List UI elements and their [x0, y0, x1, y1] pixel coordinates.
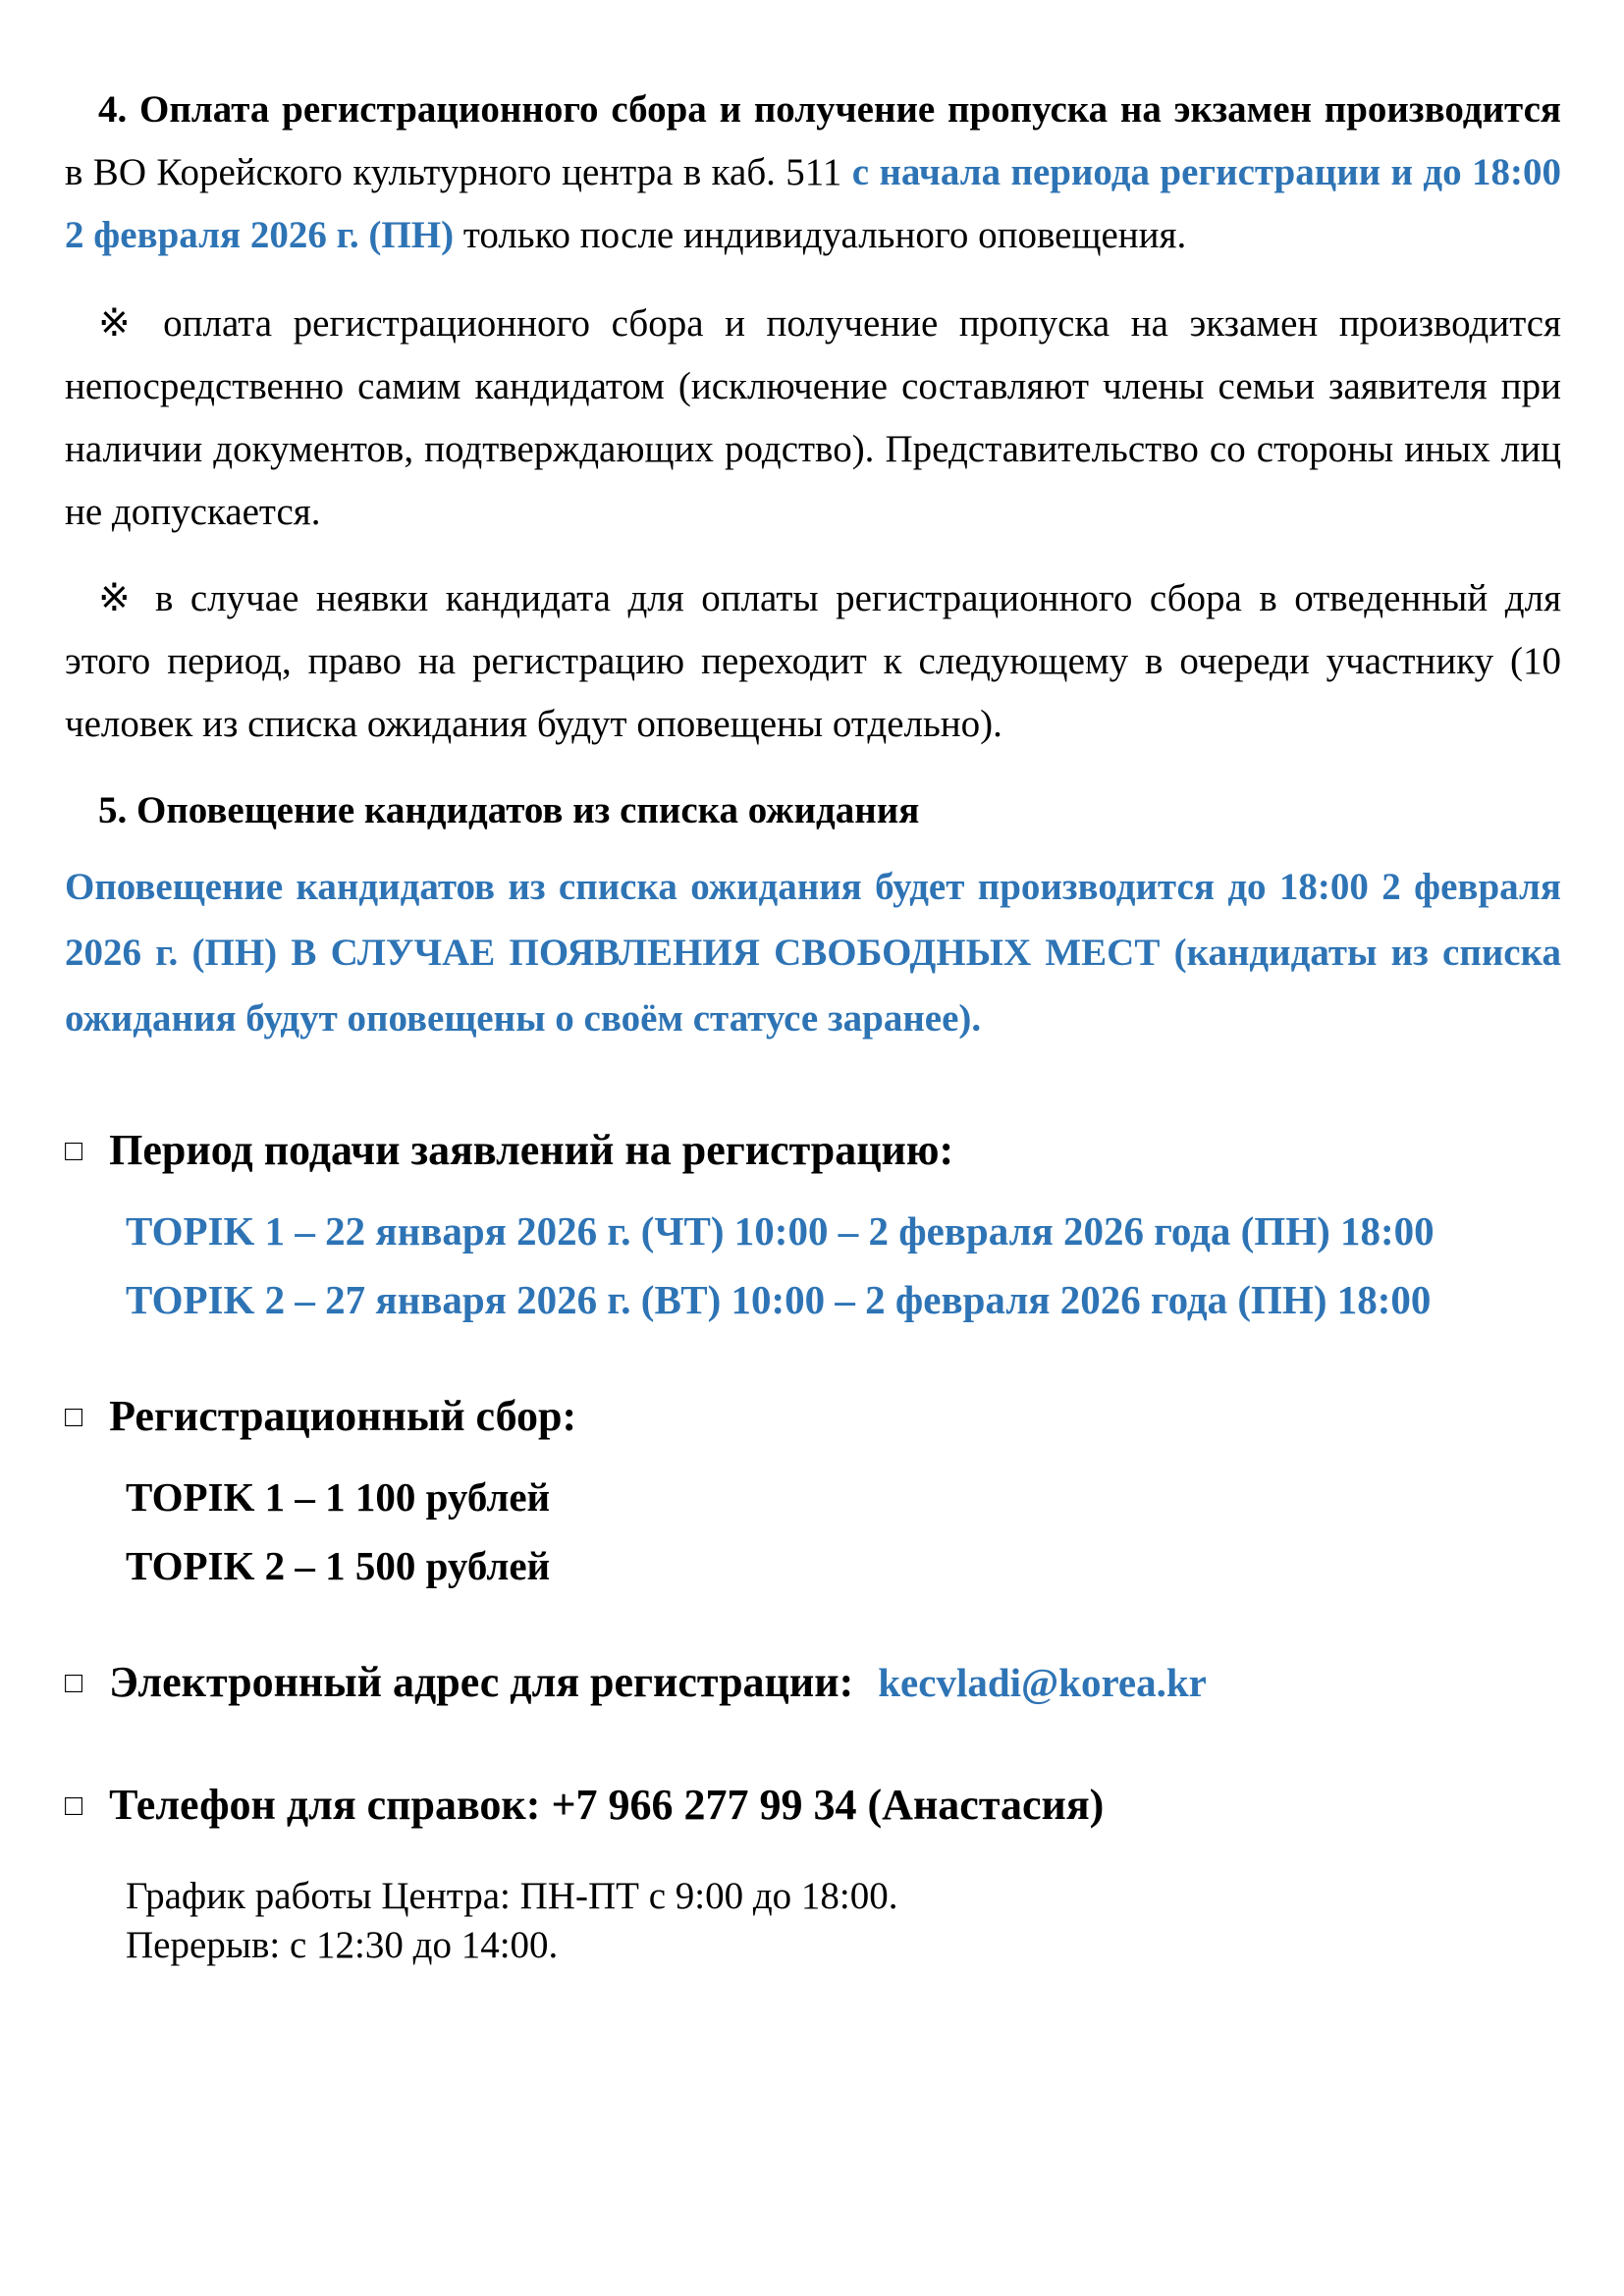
registration-period-title: Период подачи заявлений на регистрацию: — [109, 1126, 954, 1174]
email-title: Электронный адрес для регистрации: — [109, 1658, 854, 1706]
payment-paragraph-normal-1: в ВО Корейского культурного центра в каб. 511 — [65, 151, 842, 193]
topik1-period-line: TOPIK 1 – 22 января 2026 г. (ЧТ) 10:00 – 2 февраля 2026 года (ПН) 18:00 — [126, 1208, 1435, 1254]
break-schedule-line: Перерыв: с 12:30 до 14:00. — [126, 1924, 559, 1966]
square-bullet-icon: □ — [65, 1135, 83, 1167]
registration-email-link[interactable]: kecvladi@korea.kr — [878, 1660, 1207, 1705]
note-self-payment-text: оплата регистрационного сбора и получение пропуска на экзамен производится непосредственно самим кандидатом (исключение составляют члены семьи заявителя при наличии документов, подтверждающих родство). Представительство со стороны иных лиц не допускается. — [65, 302, 1561, 533]
payment-paragraph-normal-2: только после индивидуального оповещения. — [462, 214, 1187, 256]
registration-fee-title: Регистрационный сбор: — [109, 1392, 577, 1440]
phone-title: Телефон для справок: +7 966 277 99 34 (Анастасия) — [109, 1781, 1105, 1829]
note-no-show-text: в случае неявки кандидата для оплаты регистрационного сбора в отведенный для этого период, право на регистрацию переходит к следующему в очереди участнику (10 человек из списка ожидания будут оповещены отдельно). — [65, 577, 1562, 745]
square-bullet-icon: □ — [65, 1667, 83, 1699]
payment-deadline-highlight: с начала периода регистрации и до 18:00 2 февраля 2026 г. (ПН) — [65, 151, 1561, 256]
topik1-fee-line: TOPIK 1 – 1 100 рублей — [126, 1474, 551, 1520]
square-bullet-icon: □ — [65, 1401, 83, 1433]
reference-mark-icon: ※ — [98, 577, 138, 619]
square-bullet-icon: □ — [65, 1789, 83, 1822]
work-schedule-line: График работы Центра: ПН-ПТ с 9:00 до 18:00. — [126, 1875, 898, 1917]
payment-paragraph-bold: 4. Оплата регистрационного сбора и получение пропуска на экзамен производится — [98, 88, 1561, 131]
phone-bullet — [65, 1777, 1561, 1839]
payment-paragraph — [65, 79, 1561, 267]
topik2-fee-line: TOPIK 2 – 1 500 рублей — [126, 1543, 551, 1588]
waitlist-notice: Оповещение кандидатов из списка ожидания будет производится до 18:00 2 февраля 2026 г. (ПН) В СЛУЧАЕ ПОЯВЛЕНИЯ СВОБОДНЫХ МЕСТ (кандидаты из списка ожидания будут оповещены о своём статусе заранее). — [65, 866, 1561, 1040]
reference-mark-icon: ※ — [98, 302, 142, 345]
topik2-period-line: TOPIK 2 – 27 января 2026 г. (ВТ) 10:00 – 2 февраля 2026 года (ПН) 18:00 — [126, 1277, 1432, 1322]
registration-fee-bullet — [65, 1388, 1561, 1450]
email-bullet — [65, 1654, 1561, 1716]
section-5-heading: 5. Оповещение кандидатов из списка ожидания — [98, 789, 920, 831]
note-no-show — [65, 567, 1561, 756]
note-self-payment — [65, 293, 1561, 544]
registration-period-bullet — [65, 1122, 1561, 1184]
